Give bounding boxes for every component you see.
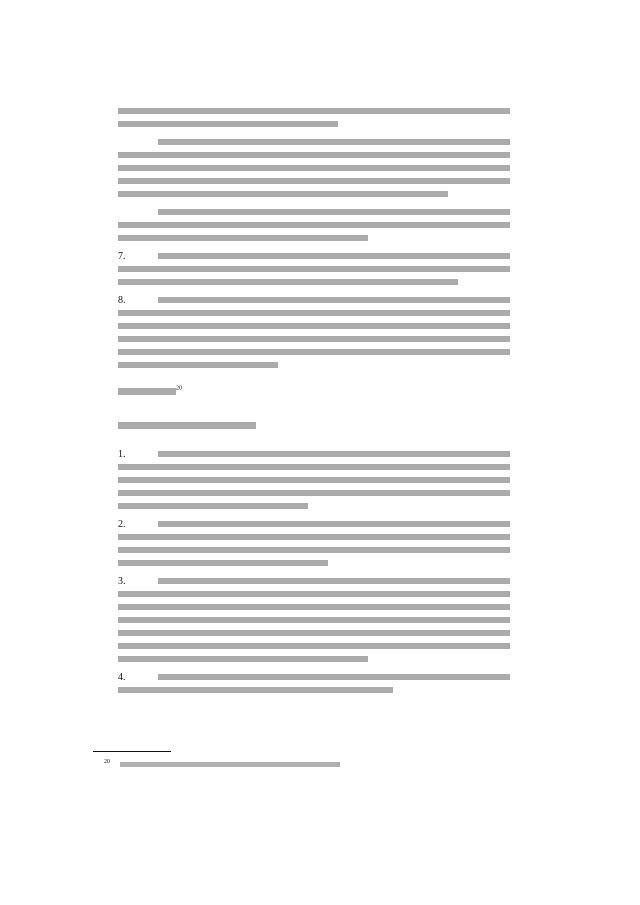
text-line bbox=[118, 310, 510, 316]
text-line bbox=[118, 643, 510, 649]
section-heading-text-placeholder bbox=[118, 422, 256, 429]
paragraph-number: 1. bbox=[118, 449, 126, 460]
text-line bbox=[158, 451, 510, 457]
article-footnote-reference: 20 bbox=[176, 385, 182, 392]
text-line bbox=[158, 674, 510, 680]
text-line bbox=[118, 222, 510, 228]
footnote bbox=[104, 757, 514, 770]
text-line bbox=[118, 687, 393, 693]
text-line bbox=[118, 477, 510, 483]
paragraph-continuation bbox=[118, 108, 510, 127]
paragraph-1 bbox=[118, 451, 510, 509]
text-line bbox=[158, 521, 510, 527]
paragraph-number: 4. bbox=[118, 672, 126, 683]
text-line bbox=[118, 121, 338, 127]
text-line bbox=[118, 490, 510, 496]
paragraph-number: 8. bbox=[118, 295, 126, 306]
text-line bbox=[158, 209, 510, 215]
text-line bbox=[158, 139, 510, 145]
text-line bbox=[118, 178, 510, 184]
text-line bbox=[158, 578, 510, 584]
footnote-number: 20 bbox=[104, 759, 110, 765]
paragraph-number: 7. bbox=[118, 251, 126, 262]
text-line bbox=[118, 617, 510, 623]
paragraph-7 bbox=[118, 253, 510, 285]
text-line bbox=[118, 362, 278, 368]
text-line bbox=[118, 349, 510, 355]
footnote-separator bbox=[93, 751, 171, 752]
text-line bbox=[118, 534, 510, 540]
text-line bbox=[118, 336, 510, 342]
text-line bbox=[118, 323, 510, 329]
paragraph-3 bbox=[118, 578, 510, 662]
article-body bbox=[118, 451, 510, 705]
paragraph-2 bbox=[118, 521, 510, 566]
text-line bbox=[158, 253, 510, 259]
text-line bbox=[118, 560, 328, 566]
text-line bbox=[118, 191, 448, 197]
text-line bbox=[118, 235, 368, 241]
text-line bbox=[118, 604, 510, 610]
top-text-block bbox=[118, 108, 510, 380]
text-line bbox=[118, 503, 308, 509]
text-line bbox=[118, 108, 510, 114]
text-line bbox=[118, 165, 510, 171]
text-line bbox=[118, 152, 510, 158]
paragraph-8 bbox=[118, 297, 510, 368]
paragraph-number: 3. bbox=[118, 576, 126, 587]
text-line bbox=[158, 297, 510, 303]
text-line bbox=[118, 266, 510, 272]
text-line bbox=[118, 630, 510, 636]
section-heading bbox=[118, 419, 256, 433]
text-line bbox=[118, 464, 510, 470]
article-heading-text-placeholder bbox=[118, 388, 176, 395]
footnote-text-placeholder bbox=[120, 762, 340, 767]
paragraph-exception bbox=[118, 139, 510, 197]
paragraph-from-2011 bbox=[118, 209, 510, 241]
paragraph-4 bbox=[118, 674, 510, 693]
article-heading bbox=[118, 385, 182, 399]
paragraph-number: 2. bbox=[118, 519, 126, 530]
text-line bbox=[118, 656, 368, 662]
text-line bbox=[118, 547, 510, 553]
text-line bbox=[118, 279, 458, 285]
text-line bbox=[118, 591, 510, 597]
